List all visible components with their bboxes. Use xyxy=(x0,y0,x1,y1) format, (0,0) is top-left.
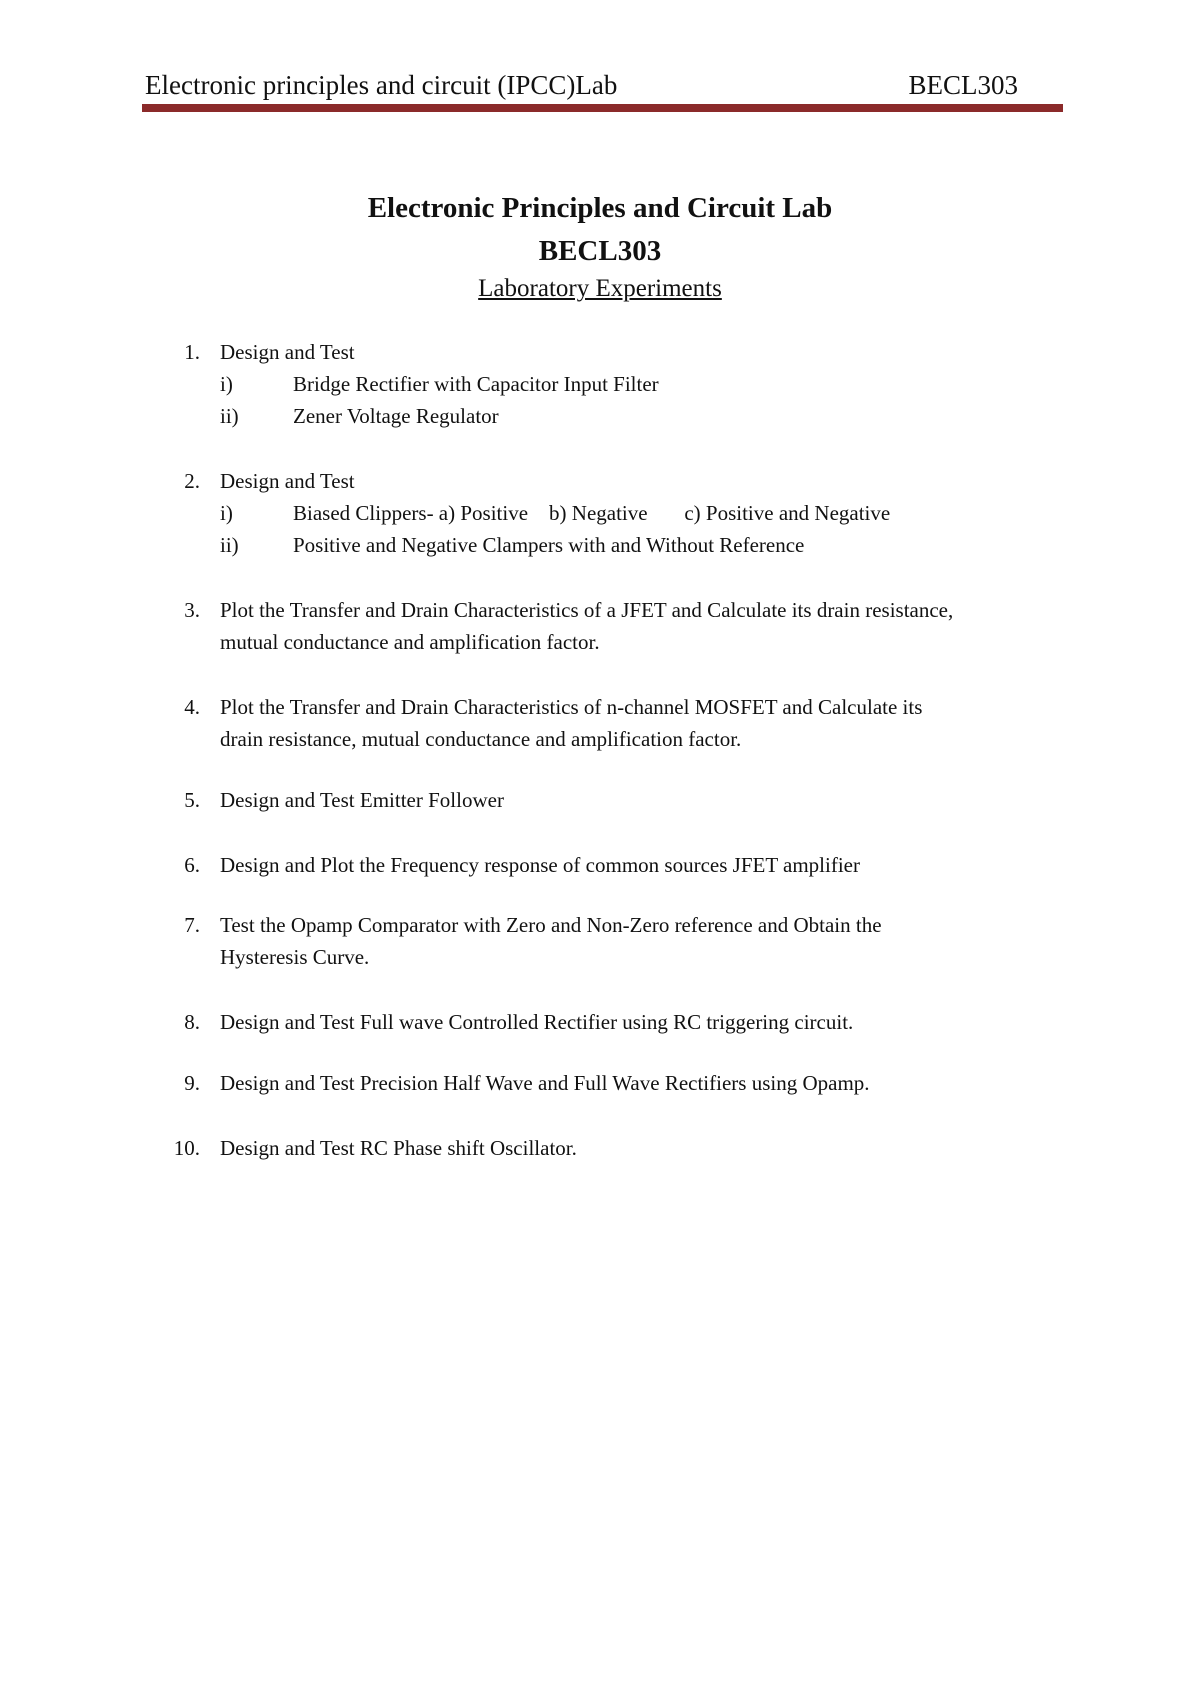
experiment-number: 3. xyxy=(184,598,200,622)
experiment-number: 9. xyxy=(184,1071,200,1095)
document-subtitle: Laboratory Experiments xyxy=(478,275,722,302)
sub-item-label: i) xyxy=(220,372,233,396)
header-course-title: Electronic principles and circuit (IPCC)Lab xyxy=(145,70,618,100)
experiment-text: Design and Test Full wave Controlled Rectifier using RC triggering circuit. xyxy=(220,1010,854,1034)
experiment-text: Design and Test Emitter Follower xyxy=(220,788,504,812)
experiment-text: Design and Test xyxy=(220,469,355,493)
sub-item-label: ii) xyxy=(220,404,239,428)
experiment-text: Plot the Transfer and Drain Characteristics of a JFET and Calculate its drain resistance, xyxy=(220,598,954,622)
sub-item-label: i) xyxy=(220,501,233,525)
experiment-text: Design and Plot the Frequency response of common sources JFET amplifier xyxy=(220,853,860,877)
experiment-number: 10. xyxy=(173,1136,200,1160)
header-course-code: BECL303 xyxy=(908,70,1018,100)
experiment-text: Plot the Transfer and Drain Characteristics of n-channel MOSFET and Calculate its xyxy=(220,695,923,719)
document-code: BECL303 xyxy=(538,235,662,267)
experiment-number: 1. xyxy=(184,340,200,364)
sub-item-text: Biased Clippers- a) Positive b) Negative c) Positive and Negative xyxy=(293,501,891,525)
experiment-number: 6. xyxy=(184,853,200,877)
experiment-text-continued: Hysteresis Curve. xyxy=(220,945,370,969)
experiment-text-continued: drain resistance, mutual conductance and amplification factor. xyxy=(220,727,742,751)
experiment-number: 7. xyxy=(184,913,200,937)
experiment-text: Design and Test xyxy=(220,340,355,364)
document-title: Electronic Principles and Circuit Lab xyxy=(367,192,833,224)
sub-item-text: Positive and Negative Clampers with and Without Reference xyxy=(293,533,805,557)
experiment-number: 5. xyxy=(184,788,200,812)
sub-item-label: ii) xyxy=(220,533,239,557)
experiment-text: Test the Opamp Comparator with Zero and Non-Zero reference and Obtain the xyxy=(220,913,882,937)
sub-item-text: Bridge Rectifier with Capacitor Input Filter xyxy=(293,372,659,396)
sub-item-text: Zener Voltage Regulator xyxy=(293,404,499,428)
experiment-text: Design and Test Precision Half Wave and Full Wave Rectifiers using Opamp. xyxy=(220,1071,870,1095)
experiment-text: Design and Test RC Phase shift Oscillator. xyxy=(220,1136,577,1160)
experiment-text-continued: mutual conductance and amplification factor. xyxy=(220,630,600,654)
experiment-number: 2. xyxy=(184,469,200,493)
experiment-number: 4. xyxy=(184,695,200,719)
experiment-number: 8. xyxy=(184,1010,200,1034)
